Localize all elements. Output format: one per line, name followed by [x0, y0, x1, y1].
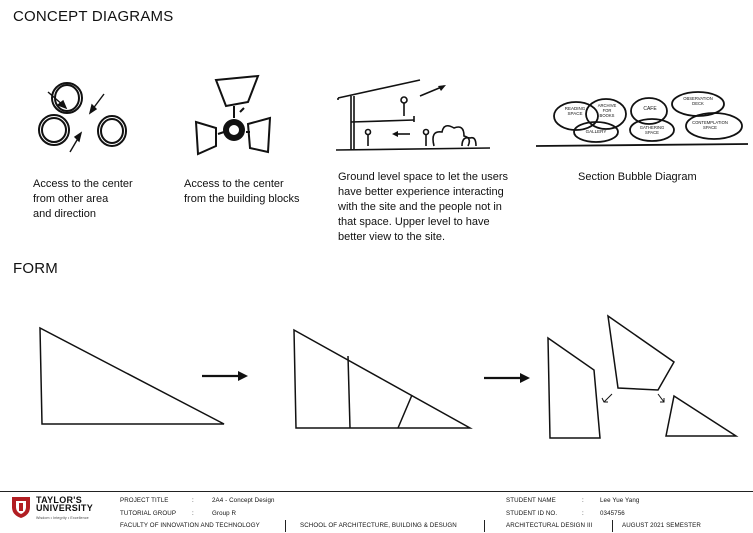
caption-concept-1: Access to the center from other area and direction	[33, 178, 133, 220]
bubble-cafe: CAFE	[643, 106, 657, 112]
colon-4: :	[582, 510, 584, 517]
bubble-archive: ARCHIVE FOR BOOKS	[597, 103, 617, 118]
concept-sketch-section	[334, 76, 494, 158]
student-id-value: 0345756	[600, 510, 625, 517]
semester: AUGUST 2021 SEMESTER	[622, 522, 701, 529]
tutorial-group-value: Group R	[212, 510, 237, 517]
form-stage-2-divided	[288, 320, 478, 435]
caption-concept-2: Access to the center from the building blocks	[184, 178, 300, 205]
university-tagline: Wisdom • Integrity • Excellence	[36, 516, 89, 520]
student-id-label: STUDENT ID NO.	[506, 510, 558, 517]
divider-1	[285, 520, 286, 532]
module-name: ARCHITECTURAL DESIGN III	[506, 522, 593, 529]
crest-icon	[10, 495, 32, 519]
colon-1: :	[192, 497, 194, 504]
colon-2: :	[192, 510, 194, 517]
form-arrow-2	[482, 370, 532, 386]
caption-concept-3: Ground level space to let the users have better experience interacting with the site and the people not in that space. Upper level to have better view to the site.	[338, 171, 508, 243]
bubble-reading-space: READING SPACE	[564, 106, 586, 116]
form-stage-3-separated	[540, 312, 745, 440]
student-name-value: Lee Yue Yang	[600, 497, 640, 504]
bubble-gathering-space: GATHERING SPACE	[639, 125, 665, 135]
title-block-footer	[0, 491, 753, 533]
concept-sketch-blocks	[188, 72, 278, 164]
bubble-contemplation-space: CONTEMPLATION SPACE	[692, 120, 728, 130]
colon-3: :	[582, 497, 584, 504]
form-arrow-1	[200, 368, 250, 384]
bubble-gallery: GALLERY	[585, 129, 607, 134]
university-name: TAYLOR'S UNIVERSITY	[36, 495, 94, 513]
bubble-observation-deck: OBSERVATION DECK	[683, 96, 713, 106]
tutorial-group-label: TUTORIAL GROUP	[120, 510, 177, 517]
caption-concept-4: Section Bubble Diagram	[578, 171, 697, 183]
project-title-label: PROJECT TITLE	[120, 497, 169, 504]
project-title-value: 2A4 - Concept Design	[212, 497, 275, 504]
form-heading: FORM	[13, 260, 58, 277]
faculty-name: FACULTY OF INNOVATION AND TECHNOLOGY	[120, 522, 260, 529]
divider-3	[612, 520, 613, 532]
student-name-label: STUDENT NAME	[506, 497, 556, 504]
concept-sketch-circles	[30, 78, 130, 168]
school-name: SCHOOL OF ARCHITECTURE, BUILDING & DESUGN	[300, 522, 457, 529]
divider-2	[484, 520, 485, 532]
concept-diagrams-heading: CONCEPT DIAGRAMS	[13, 8, 174, 25]
